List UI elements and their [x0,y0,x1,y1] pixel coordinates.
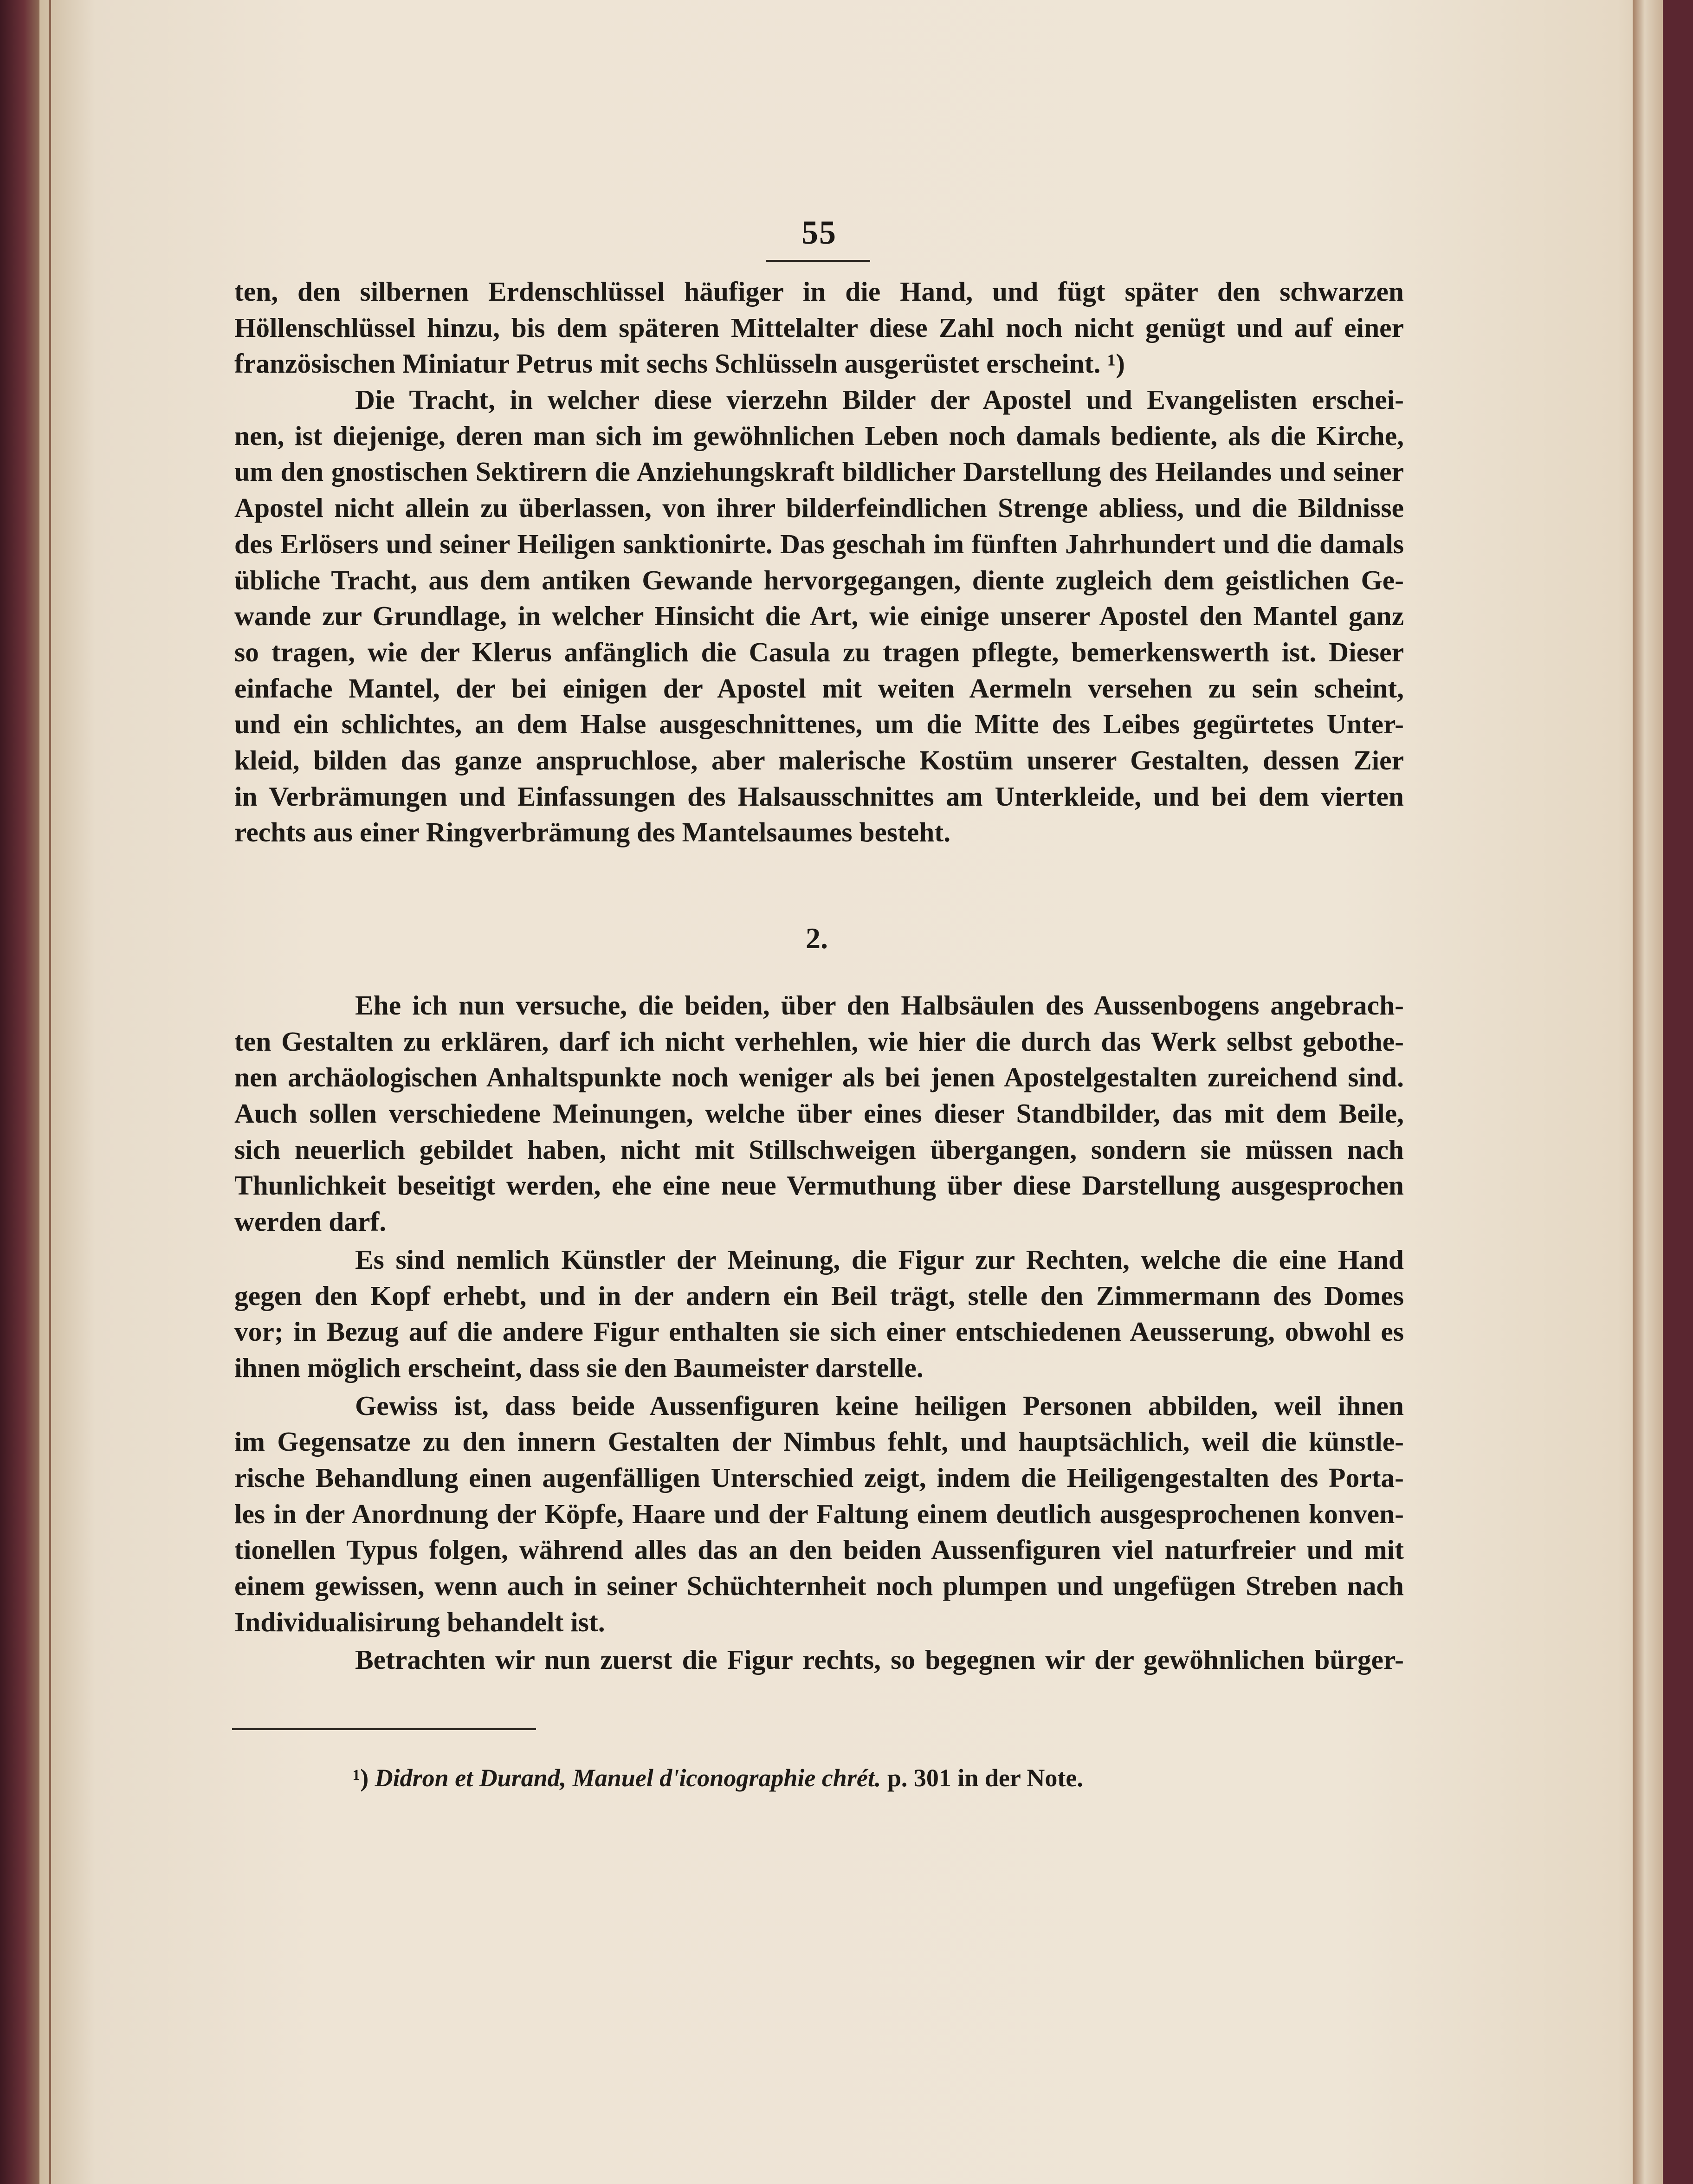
footnote-rule [232,1728,536,1730]
section-heading: 2. [806,922,828,955]
text-line: einfache Mantel, der bei einigen der Apostel mit weiten Aermeln versehen zu sein scheint, [234,672,1404,704]
text-line: kleid, bilden das ganze anspruchlose, aber malerische Kostüm unserer Gestalten, dessen Zier [234,744,1404,775]
text-line: so tragen, wie der Klerus anfänglich die Casula zu tragen pflegte, bemerkenswerth ist. Dieser [234,636,1404,667]
text-line: ihnen möglich erscheint, dass sie den Baumeister darstelle. [234,1352,924,1383]
text-line: vor; in Bezug auf die andere Figur enthalten sie sich einer entschiedenen Aeusserung, obwohl es [234,1316,1404,1347]
text-line: Thunlichkeit beseitigt werden, ehe eine neue Vermuthung über diese Darstellung ausgesprochen [234,1170,1404,1201]
footnote-reference: p. 301 in der Note. [887,1764,1083,1792]
text-line: ten, den silbernen Erdenschlüssel häufiger in die Hand, und fügt später den schwarzen [234,276,1404,307]
text-line: rechts aus einer Ringverbrämung des Mantelsaumes besteht. [234,817,951,848]
text-line: Individualisirung behandelt ist. [234,1606,605,1637]
text-line: um den gnostischen Sektirern die Anziehungskraft bildlicher Darstellung des Heilandes und seiner [234,456,1404,487]
text-line: im Gegensatze zu den innern Gestalten der Nimbus fehlt, und hauptsächlich, weil die künstle- [234,1426,1404,1457]
text-line: Gewiss ist, dass beide Aussenfiguren keine heiligen Personen abbilden, weil ihnen [355,1390,1404,1421]
page-edge [1633,0,1663,2184]
text-line: Die Tracht, in welcher diese vierzehn Bilder der Apostel und Evangelisten erschei- [355,384,1404,415]
text-line: französischen Miniatur Petrus mit sechs Schlüsseln ausgerüstet erscheint. ¹) [234,348,1125,379]
footnote [353,1764,1281,1792]
text-line: les in der Anordnung der Köpfe, Haare und der Faltung einem deutlich ausgesprochenen konven- [234,1498,1404,1529]
paragraph-4 [234,1242,1404,1386]
text-line: sich neuerlich gebildet haben, nicht mit Stillschweigen übergangen, sondern sie müssen nach [234,1134,1404,1165]
paragraph-2 [234,382,1404,851]
body-text-lower [234,988,1404,1678]
text-line: nen archäologischen Anhaltspunkte noch weniger als bei jenen Apostelgestalten zureichend sind. [234,1062,1404,1093]
text-line: Betrachten wir nun zuerst die Figur rechts, so begegnen wir der gewöhnlichen bürger- [355,1644,1404,1675]
text-line: tionellen Typus folgen, während alles das an den beiden Aussenfiguren viel naturfreier und mit [234,1534,1404,1565]
text-line: Ehe ich nun versuche, die beiden, über den Halbsäulen des Aussenbogens angebrach- [355,990,1404,1021]
page-number: 55 [801,214,837,251]
gutter-line [49,0,51,2184]
text-line: Auch sollen verschiedene Meinungen, welche über eines dieser Standbilder, das mit dem Beile, [234,1098,1404,1129]
text-line: übliche Tracht, aus dem antiken Gewande hervorgegangen, diente zugleich dem geistlichen Ge- [234,564,1404,595]
text-line: Höllenschlüssel hinzu, bis dem späteren Mittelalter diese Zahl noch nicht genügt und auf einer [234,312,1404,343]
text-line: einem gewissen, wenn auch in seiner Schüchternheit noch plumpen und ungefügen Streben nach [234,1570,1404,1601]
footnote-authors: Didron et Durand, [375,1764,567,1792]
book-spine [0,0,39,2184]
text-line: Apostel nicht allein zu überlassen, von ihrer bilderfeindlichen Strenge abliess, und die Bildnisse [234,492,1404,523]
text-line: wande zur Grundlage, in welcher Hinsicht die Art, wie einige unserer Apostel den Mantel ganz [234,601,1404,632]
body-text-upper [234,274,1404,851]
text-line: werden darf. [234,1206,387,1237]
text-line: Es sind nemlich Künstler der Meinung, die Figur zur Rechten, welche die eine Hand [355,1244,1404,1275]
text-line: rische Behandlung einen augenfälligen Unterschied zeigt, indem die Heiligengestalten des Porta- [234,1462,1404,1493]
footnote-title: Manuel d'iconographie chrét. [572,1764,881,1792]
text-line: des Erlösers und seiner Heiligen sanktionirte. Das geschah im fünften Jahrhundert und die damals [234,528,1404,559]
text-line: und ein schlichtes, an dem Halse ausgeschnittenes, um die Mitte des Leibes gegürtetes Unter- [234,709,1404,740]
text-line: ten Gestalten zu erklären, darf ich nicht verhehlen, wie hier die durch das Werk selbst gebothe- [234,1026,1404,1057]
paragraph-1 [234,274,1404,382]
text-line: gegen den Kopf erhebt, und in der andern ein Beil trägt, stelle den Zimmermann des Domes [234,1280,1404,1311]
text-line: in Verbrämungen und Einfassungen des Halsausschnittes am Unterkleide, und bei dem vierten [234,781,1404,812]
page-number-rule [766,260,870,262]
paragraph-6 [234,1642,1404,1678]
paragraph-3 [234,988,1404,1240]
paragraph-5 [234,1388,1404,1641]
footnote-marker: ¹) [353,1764,369,1792]
text-line: nen, ist diejenige, deren man sich im gewöhnlichen Leben noch damals bediente, als die Kirche, [234,420,1404,451]
